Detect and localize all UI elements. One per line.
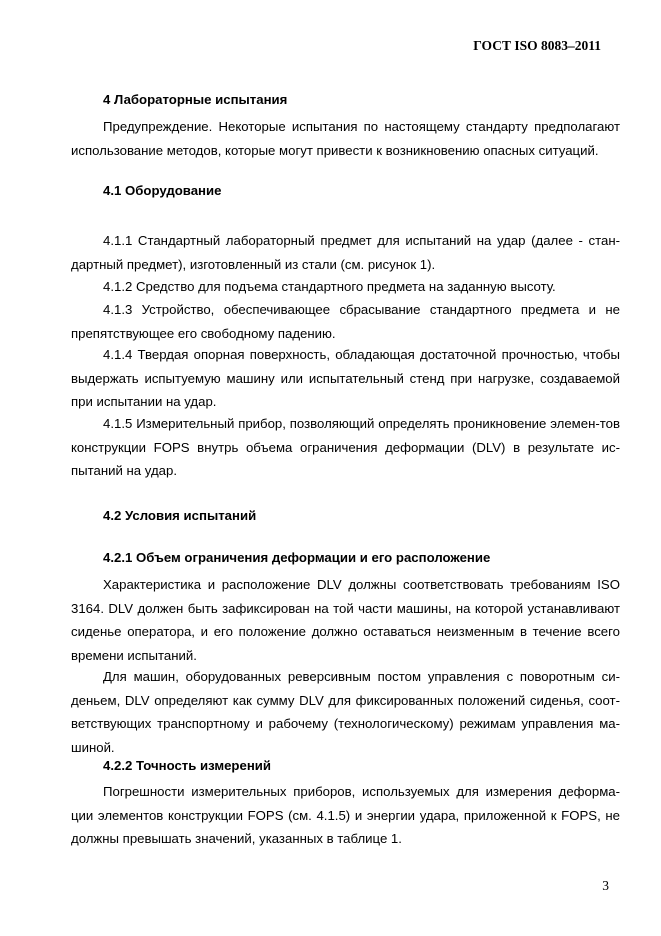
dlv-paragraph-2: Для машин, оборудованных реверсивным постом управления с поворотным си-деньем, DLV определяют как сумму DLV для фиксированных положений сиденья, соот-ветствующих транспортному и рабочему (технологическому) режимам управления ма-шиной. [71, 669, 620, 755]
item-4-1-1: 4.1.1 Стандартный лабораторный предмет для испытаний на удар (далее - стан-дартный предмет), изготовленный из стали (см. рисунок 1). [71, 233, 620, 272]
section-4-title: 4 Лабораторные испытания [103, 92, 288, 107]
page-number: 3 [602, 878, 609, 893]
accuracy-paragraph: Погрешности измерительных приборов, используемых для измерения деформа-ции элементов конструкции FOPS (см. 4.1.5) и энергии удара, приложенной к FOPS, не должны превышать значений, указанных в таблице 1. [71, 784, 620, 846]
warning-paragraph: Предупреждение. Некоторые испытания по настоящему стандарту предполагают использование методов, которые могут привести к возникновению опасных ситуаций. [71, 119, 620, 158]
dlv-paragraph-1: Характеристика и расположение DLV должны соответствовать требованиям ISO 3164. DLV должен быть зафиксирован на той части машины, на которой устанавливают сиденье оператора, и его положение должно оставаться неизменным в течение всего времени испытаний. [71, 577, 620, 663]
document-header: ГОСТ ISO 8083–2011 [473, 38, 601, 53]
section-4-2-2-title: 4.2.2 Точность измерений [103, 758, 272, 773]
item-4-1-3: 4.1.3 Устройство, обеспечивающее сбрасывание стандартного предмета и не препятствующее его свободному падению. [71, 302, 620, 341]
item-4-1-4: 4.1.4 Твердая опорная поверхность, обладающая достаточной прочностью, чтобы выдержать испытуемую машину или испытательный стенд при нагрузке, создаваемой при испытании на удар. [71, 347, 620, 409]
section-4-2-title: 4.2 Условия испытаний [103, 508, 257, 523]
item-4-1-5: 4.1.5 Измерительный прибор, позволяющий определять проникновение элемен-тов конструкции FOPS внутрь объема ограничения деформации (DLV) в результате ис-пытаний на удар. [71, 416, 620, 478]
section-4-2-1-title: 4.2.1 Объем ограничения деформации и его расположение [103, 550, 491, 565]
item-4-1-2: 4.1.2 Средство для подъема стандартного предмета на заданную высоту. [103, 279, 556, 294]
section-4-1-title: 4.1 Оборудование [103, 183, 222, 198]
